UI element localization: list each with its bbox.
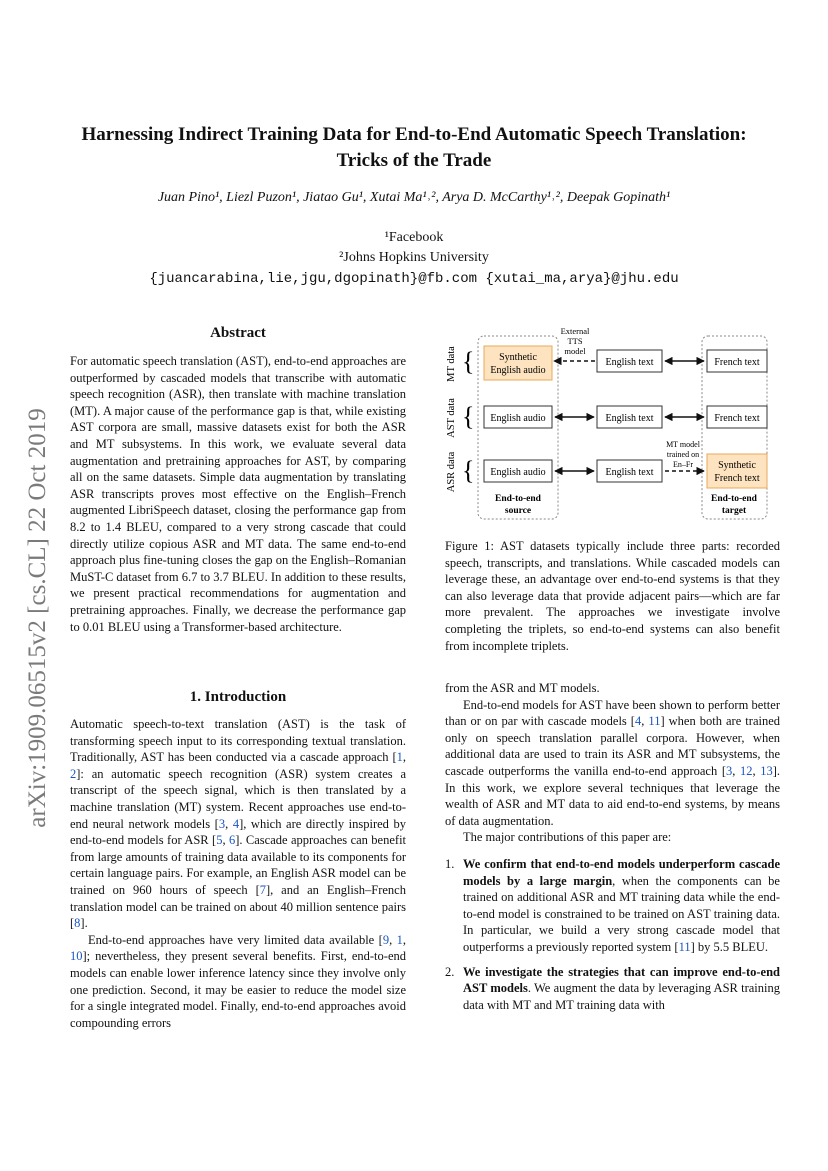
citation-link[interactable]: 1 (396, 750, 403, 765)
citation-link[interactable]: 12 (739, 763, 753, 778)
row-label-asr: ASR data (446, 451, 457, 493)
citation-link[interactable]: 2 (70, 766, 77, 781)
row-label-ast: AST data (446, 398, 457, 438)
tts-label-1: External (560, 326, 590, 336)
synthetic-audio-label-2: English audio (490, 365, 546, 376)
brace-icon: { (462, 402, 475, 431)
brace-icon: { (462, 456, 475, 485)
tts-label-2: TTS (567, 336, 583, 346)
introduction-body (70, 716, 406, 1031)
citation-link[interactable]: 11 (678, 939, 691, 954)
citation-link[interactable]: 7 (259, 882, 266, 897)
citation-link[interactable]: 10 (70, 949, 83, 964)
source-label-1: End-to-end (495, 494, 541, 504)
abstract-body (70, 353, 406, 635)
mt-label-3: En–Fr (673, 460, 693, 469)
tts-label-3: model (564, 346, 586, 356)
synthetic-audio-label-1: Synthetic (499, 352, 537, 363)
contribution-2-bold: We investigate the strategies that can improve end-to-end AST models (463, 964, 780, 996)
caption-text: Figure 1: AST datasets typically include three parts: recorded speech, transcripts, and translations. While cascaded models can leverage these, an advantage over end-to-end systems is that they can also leverage data that provide adjacent pairs—which are far more prevalent. The approaches we investigate involve completing the triplets, so end-to-end systems can also benefit from incomplete triplets. (445, 539, 780, 653)
contribution-number: 1. (445, 856, 455, 871)
english-text-label: English text (605, 357, 654, 368)
arxiv-identifier (10, 368, 65, 868)
paper-title (60, 122, 768, 174)
synthetic-french-label-1: Synthetic (718, 460, 756, 471)
target-label-1: End-to-end (711, 494, 757, 504)
row-label-mt: MT data (446, 346, 457, 382)
mt-label-2: trained on (666, 450, 700, 459)
abstract-heading: Abstract (210, 325, 266, 341)
citation-link[interactable]: 11 (648, 714, 661, 729)
citation-link[interactable]: 3 (218, 816, 226, 831)
right-paragraph-3: The major contributions of this paper are: (463, 830, 672, 845)
contribution-1-bold: We confirm that end-to-end models underperform cascade models by a large margin (463, 856, 780, 888)
intro-paragraph-1: Automatic speech-to-text translation (AST) is the task of transforming speech input to its corresponding textual translation. Traditionally, AST has been conducted via a cascade approach [1, 2]: an automatic speech recognition (ASR) system creates a transcript of the speech signal, which is then translated by a machine translation (MT) system. Recent approaches use end-to-end neural network models [3, 4], which are directly inspired by end-to-end models for ASR [5, 6]. Cascade approaches can benefit from large amounts of training data available to its components for certain language pairs. For example, an English ASR model can be trained on 960 hours of speech [7], and an English–French translation model can be trained on about 40 million sentence pairs [8]. (70, 717, 407, 931)
english-audio-label: English audio (490, 413, 546, 424)
english-text-label: English text (605, 467, 654, 478)
right-continuation: from the ASR and MT models. (445, 681, 600, 695)
title-line-2: Tricks of the Trade (336, 150, 492, 171)
arxiv-identifier-text: arXiv:1909.06515v2 [cs.CL] 22 Oct 2019 (23, 408, 51, 828)
source-label-2: source (504, 506, 532, 516)
figure-1-diagram (440, 326, 770, 522)
french-text-label: French text (714, 413, 760, 424)
citation-link[interactable]: 4 (232, 816, 240, 831)
brace-icon: { (462, 347, 475, 376)
citation-link[interactable]: 4 (634, 714, 642, 729)
right-paragraph-2: End-to-end models for AST have been shown to perform better than or on par with cascade models [4, 11] when both are trained only on speech translation parallel corpora. However, when additional data are used to train its ASR and MT subsystems, the cascade outperforms the vanilla end-to-end approach [3, 12, 13]. In this work, we explore several techniques that leverage the wealth of ASR and MT data to aid end-to-end systems, by means of data augmentation. (445, 697, 781, 828)
synthetic-french-label-2: French text (714, 473, 760, 484)
author-emails: {juancarabina,lie,jgu,dgopinath}@fb.com {xutai_ma,arya}@jhu.edu (149, 271, 679, 287)
citation-link[interactable]: 1 (396, 932, 403, 947)
intro-paragraph-2: End-to-end approaches have very limited data available [9, 1, 10]; nevertheless, they present several benefits. First, end-to-end models can enable lower inference latency since they involve only one prediction. Second, it may be easier to reduce the model size for a single integrated model. Finally, end-to-end approaches avoid compounding errors (70, 932, 406, 1030)
citation-link[interactable]: 8 (74, 916, 81, 931)
citation-link[interactable]: 13 (760, 763, 773, 778)
contribution-item-2: 2. We investigate the strategies that can improve end-to-end AST models. We augment the data by leveraging ASR training data with MT and MT training data with (445, 964, 780, 1012)
dataset-diagram (440, 326, 770, 522)
citation-link[interactable]: 6 (228, 833, 236, 848)
affiliation-facebook: ¹Facebook (384, 230, 444, 245)
introduction-heading: 1. Introduction (189, 689, 287, 705)
citation-link[interactable]: 3 (725, 763, 733, 778)
mt-label-1: MT model (666, 440, 700, 449)
figure-1-caption (445, 538, 780, 654)
abstract-text: For automatic speech translation (AST), end-to-end approaches are outperformed by cascaded models that transcribe with automatic speech recognition (ASR), then translate with machine translation (MT). A major cause of the performance gap is that, while existing AST corpora are small, massive datasets exist for both the ASR and MT subsystems. In this work, we evaluate several data augmentation and pretraining approaches for AST, by comparing all on the same datasets. Simple data augmentation by translating ASR transcripts proves most effective on the English–French augmented LibriSpeech dataset, closing the performance gap from 8.2 to 1.4 BLEU, compared to a very strong cascade that could directly utilize copious ASR and MT data. The same end-to-end approach plus fine-tuning closes the gap on the English–Romanian MuST-C dataset from 6.7 to 3.7 BLEU. In addition to these results, we present practical recommendations for augmentation and pretraining approaches. Finally, we decrease the performance gap to 0.01 BLEU using a Transformer-based architecture. (70, 354, 406, 634)
target-label-2: target (721, 506, 747, 516)
french-text-label: French text (714, 357, 760, 368)
affiliation-jhu: ²Johns Hopkins University (339, 250, 489, 265)
english-audio-label: English audio (490, 467, 546, 478)
contribution-number: 2. (445, 964, 455, 979)
author-list: Juan Pino¹, Liezl Puzon¹, Jiatao Gu¹, Xutai Ma¹˒², Arya D. McCarthy¹˒², Deepak Gopinath¹ (157, 190, 671, 205)
right-column-body (445, 680, 780, 1021)
citation-link[interactable]: 5 (216, 833, 223, 848)
contribution-list (445, 856, 780, 1013)
citation-link[interactable]: 9 (382, 932, 390, 947)
title-line-1: Harnessing Indirect Training Data for End-to-End Automatic Speech Translation: (81, 124, 747, 145)
contribution-item-1: 1. We confirm that end-to-end models underperform cascade models by a large margin, when the components can be trained on additional ASR and MT training data while the end-to-end model is constrained to be trained on AST training data. In particular, we build a very strong cascade model that outperforms a previously reported system [11] by 5.5 BLEU. (445, 856, 780, 954)
english-text-label: English text (605, 413, 654, 424)
